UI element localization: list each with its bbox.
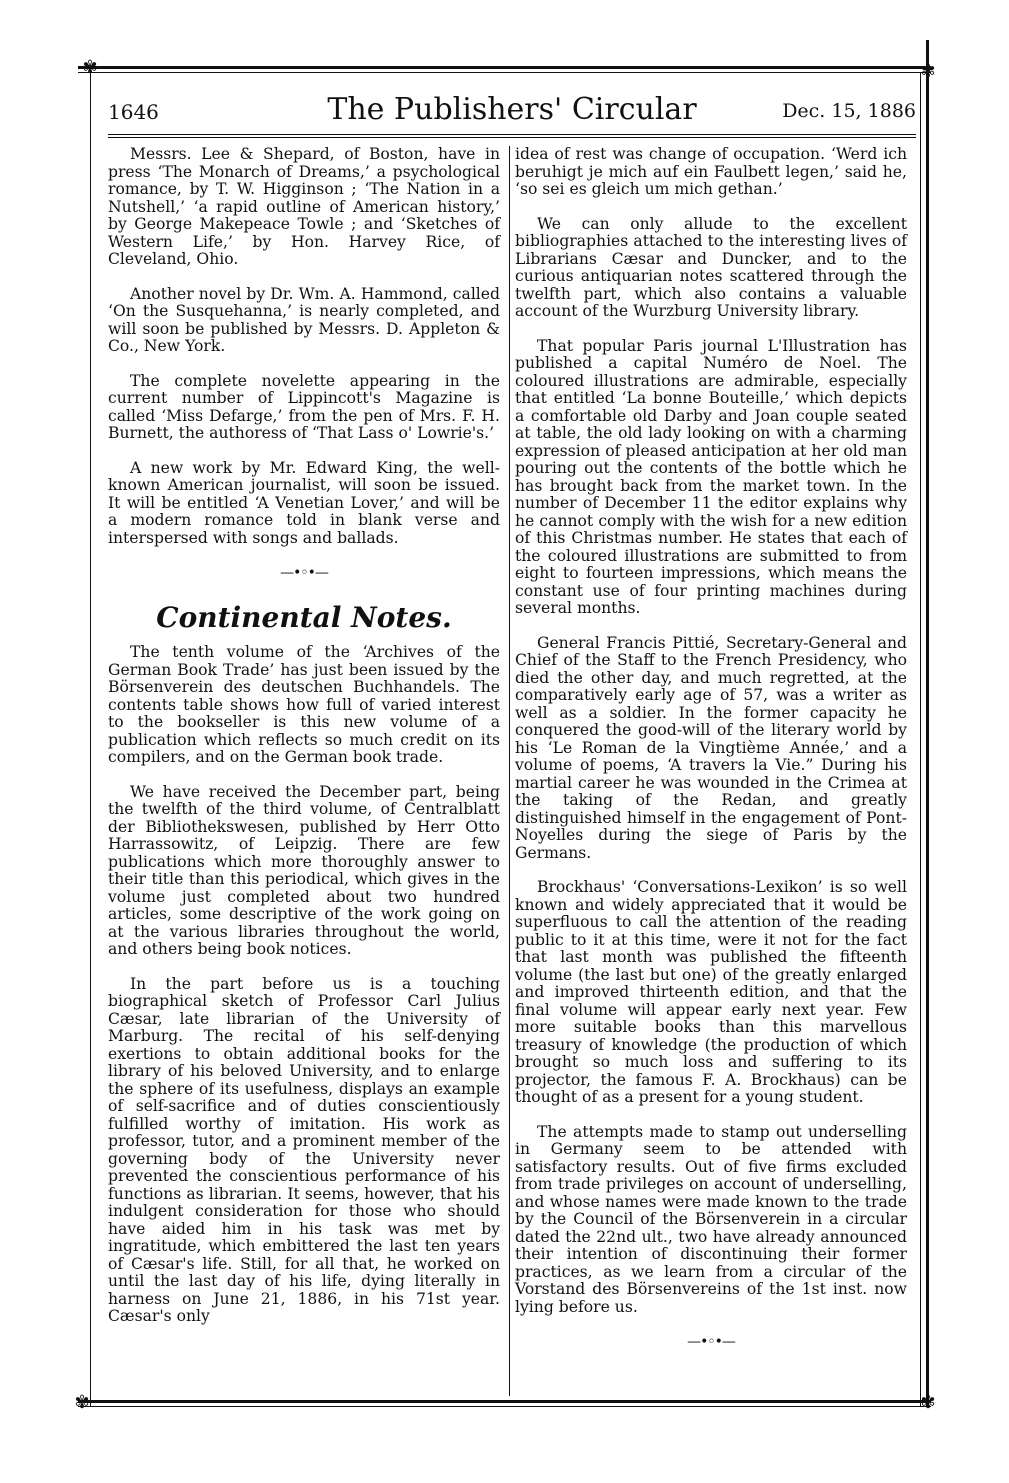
right-column [515, 146, 907, 1378]
right-thick-rule [926, 40, 929, 1406]
corner-ornament-icon: ✾ [920, 1392, 936, 1413]
section-heading: Continental Notes. [156, 600, 452, 634]
paragraph: Messrs. Lee & Shepard, of Boston, have in press ‘The Monarch of Dreams,’ a psychological romance, by T. W. Higginson ; ‘The Nation in a Nutshell,’ ‘a rapid outline of American history,’ by George Makepeace Towle ; and ‘Sketches of Western Life,’ by Hon. Harvey Rice, of Cleveland, Ohio. [108, 145, 500, 268]
paragraph: We have received the December part, being the twelfth of the third volume, of Centralblatt der Bibliothekswesen, published by Herr Otto Harrassowitz, of Leipzig. There are few publications which more thoroughly answer to their title than this periodical, which gives in the volume just completed about two hundred articles, some descriptive of the work going on at the various libraries throughout the world, and others being book notices. [108, 782, 500, 958]
column-divider [509, 146, 510, 1396]
paragraph: Brockhaus' ‘Conversations-Lexikon’ is so well known and widely appreciated that it would be superfluous to call the attention of the reading public to it at this time, were it not for the fact that last month was published the fifteenth volume (the last but one) of the greatly enlarged and improved thirteenth edition, and that the final volume will appear early next year. Few more suitable books than this marvellous treasury of knowledge (the production of which brought so much loss and suffering to its projector, the famous F. A. Brockhaus) can be thought of as a present for a young student. [515, 878, 907, 1106]
paragraph: The attempts made to stamp out underselling in Germany seem to be attended with satisfactory results. Out of five firms excluded from trade privileges on account of underselling, and whose names were made known to the trade by the Council of the Börsenverein in a circular dated the 22nd ult., two have already announced their intention of discontinuing their former practices, as we learn from a circular of the Vorstand des Börsenvereins of the 1st inst. now lying before us. [515, 1122, 907, 1316]
paragraph: The complete novelette appearing in the current number of Lippincott's Magazine is called ‘Miss Defarge,’ from the pen of Mrs. F. H. Burnett, the authoress of ‘That Lass o' Lowrie's.’ [108, 371, 500, 442]
header-rule-inner [108, 137, 916, 138]
paragraph: In the part before us is a touching biographical sketch of Professor Carl Julius Cæsar, late librarian of the University of Marburg. The recital of his self-denying exertions to obtain additional books for the library of his beloved University, and to enlarge the sphere of its usefulness, displays an example of self-sacrifice and of duties conscientiously fulfilled worthy of imitation. His work as professor, tutor, and a prominent member of the governing body of the University never prevented the conscientious performance of his functions as librarian. It seems, however, that his indulgent consideration for those who should have aided him in his task was met by ingratitude, which embittered the last ten years of Cæsar's life. Still, for all that, he worked on until the last day of his life, dying literally in harness on June 21, 1886, in his 71st year. Cæsar's only [108, 974, 500, 1325]
paragraph: idea of rest was change of occupation. ‘Werd ich beruhigt je mich auf ein Faulbett legen,’ said he, ‘so sei es gleich um mich gethan.’ [515, 145, 907, 198]
paragraph: General Francis Pittié, Secretary-General and Chief of the Staff to the French Presidency, who died the other day, and much regretted, at the comparatively early age of 57, was a writer as well as a soldier. In the former capacity he conquered the good-will of the literary world by his ‘Le Roman de la Vingtième Année,’ and a volume of poems, ‘A travers la Vie.” During his martial career he was wounded in the Crimea at the taking of the Redan, and greatly distinguished himself in the engagement of Pont-Noyelles during the siege of Paris by the Germans. [515, 633, 907, 862]
bottom-border [78, 1400, 931, 1403]
publication-title: The Publishers' Circular [327, 92, 697, 127]
corner-ornament-icon: ✾ [74, 1392, 90, 1413]
paragraph: A new work by Mr. Edward King, the well-known American journalist, will soon be issued. It will be entitled ‘A Venetian Lover,’ and will be a modern romance told in blank verse and interspersed with songs and ballads. [108, 458, 500, 547]
right-rule [920, 72, 921, 1406]
top-border-inner [78, 72, 931, 73]
top-border [78, 66, 931, 69]
header-rule [108, 134, 916, 135]
section-separator: —•◦•— [687, 1334, 735, 1350]
corner-ornament-icon: ✾ [920, 61, 936, 82]
paragraph: We can only allude to the excellent bibliographies attached to the interesting lives of Librarians Cæsar and Duncker, and to the curious antiquarian notes scattered through the twelfth part, which also contains a valuable account of the Wurzburg University library. [515, 214, 907, 320]
section-separator: —•◦•— [280, 565, 328, 581]
bottom-border-inner [78, 1406, 931, 1407]
left-column [108, 146, 500, 1343]
page-number: 1646 [108, 100, 159, 124]
left-rule [90, 72, 91, 1406]
corner-ornament-icon: ✾ [82, 57, 98, 78]
paragraph: The tenth volume of the ‘Archives of the German Book Trade’ has just been issued by the Börsenverein des deutschen Buchhandels. The contents table shows how full of varied interest to the bookseller is this new volume of a publication which reflects so much credit on its compilers, and on the German book trade. [108, 643, 500, 766]
page-header [108, 92, 916, 132]
issue-date: Dec. 15, 1886 [782, 100, 916, 122]
paragraph: That popular Paris journal L'Illustration has published a capital Numéro de Noel. The coloured illustrations are admirable, especially that entitled ‘La bonne Bouteille,’ which depicts a comfortable old Darby and Joan couple seated at table, the old lady looking on with a charming expression of pleased anticipation at her old man pouring out the contents of the bottle which he has brought back from the market town. In the number of December 11 the editor explains why he cannot comply with the wish for a new edition of this Christmas number. He states that each of the coloured illustrations are submitted to from eight to fourteen impressions, which means the constant use of four printing machines during several months. [515, 336, 907, 617]
paragraph: Another novel by Dr. Wm. A. Hammond, called ‘On the Susquehanna,’ is nearly completed, and will soon be published by Messrs. D. Appleton & Co., New York. [108, 284, 500, 355]
